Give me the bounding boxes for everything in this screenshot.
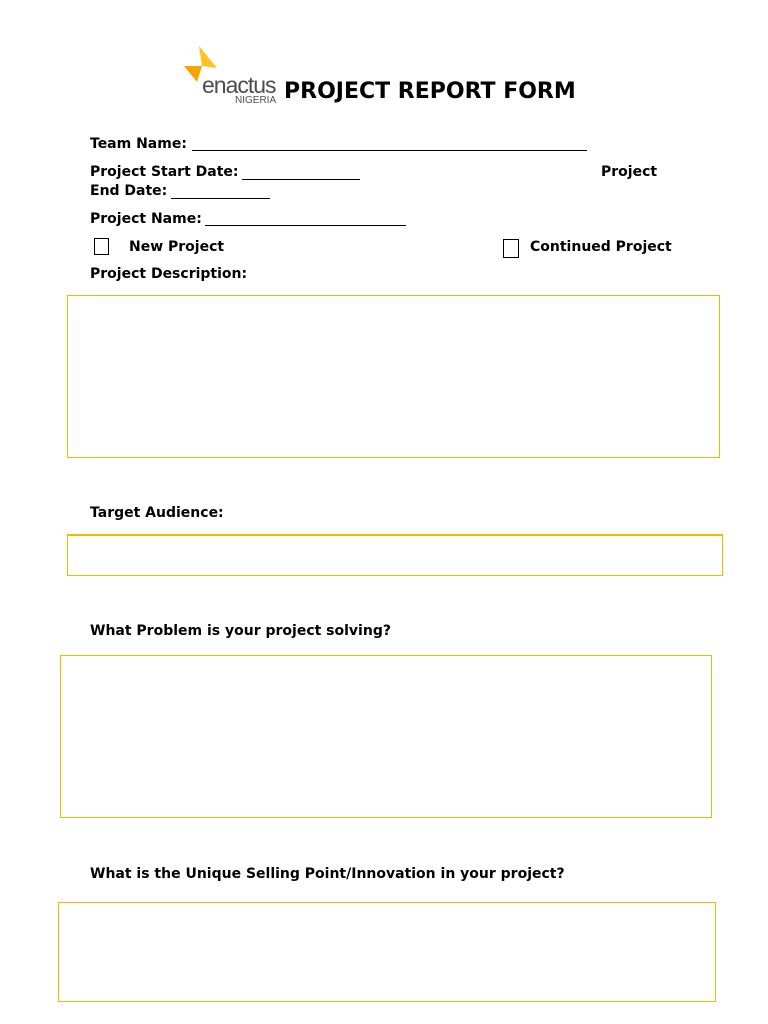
team-name-label: Team Name:	[90, 136, 187, 152]
project-name-field[interactable]	[205, 211, 406, 226]
end-date-field[interactable]	[171, 183, 270, 199]
project-name-label: Project Name:	[90, 211, 202, 227]
start-date-label: Project Start Date:	[90, 164, 239, 180]
page-title: PROJECT REPORT FORM	[284, 79, 576, 104]
target-audience-box[interactable]	[67, 534, 723, 576]
project-description-box[interactable]	[67, 295, 720, 458]
team-name-field[interactable]	[192, 136, 587, 151]
project-description-label: Project Description:	[90, 266, 248, 282]
continued-project-label: Continued Project	[530, 239, 672, 255]
end-date-label-part1: Project	[601, 164, 658, 180]
problem-box[interactable]	[60, 655, 712, 818]
usp-box[interactable]	[58, 902, 716, 1002]
usp-label: What is the Unique Selling Point/Innovation in your project?	[90, 866, 565, 882]
logo-wordmark: enactus	[202, 72, 276, 98]
start-date-field[interactable]	[242, 164, 360, 180]
problem-label: What Problem is your project solving?	[90, 623, 391, 639]
enactus-logo	[182, 44, 284, 108]
continued-project-checkbox[interactable]	[503, 239, 519, 258]
target-audience-label: Target Audience:	[90, 505, 224, 521]
end-date-label-part2: End Date:	[90, 183, 168, 199]
new-project-label: New Project	[129, 239, 225, 255]
new-project-checkbox[interactable]	[94, 238, 109, 255]
logo-subtitle: NIGERIA	[235, 95, 277, 106]
